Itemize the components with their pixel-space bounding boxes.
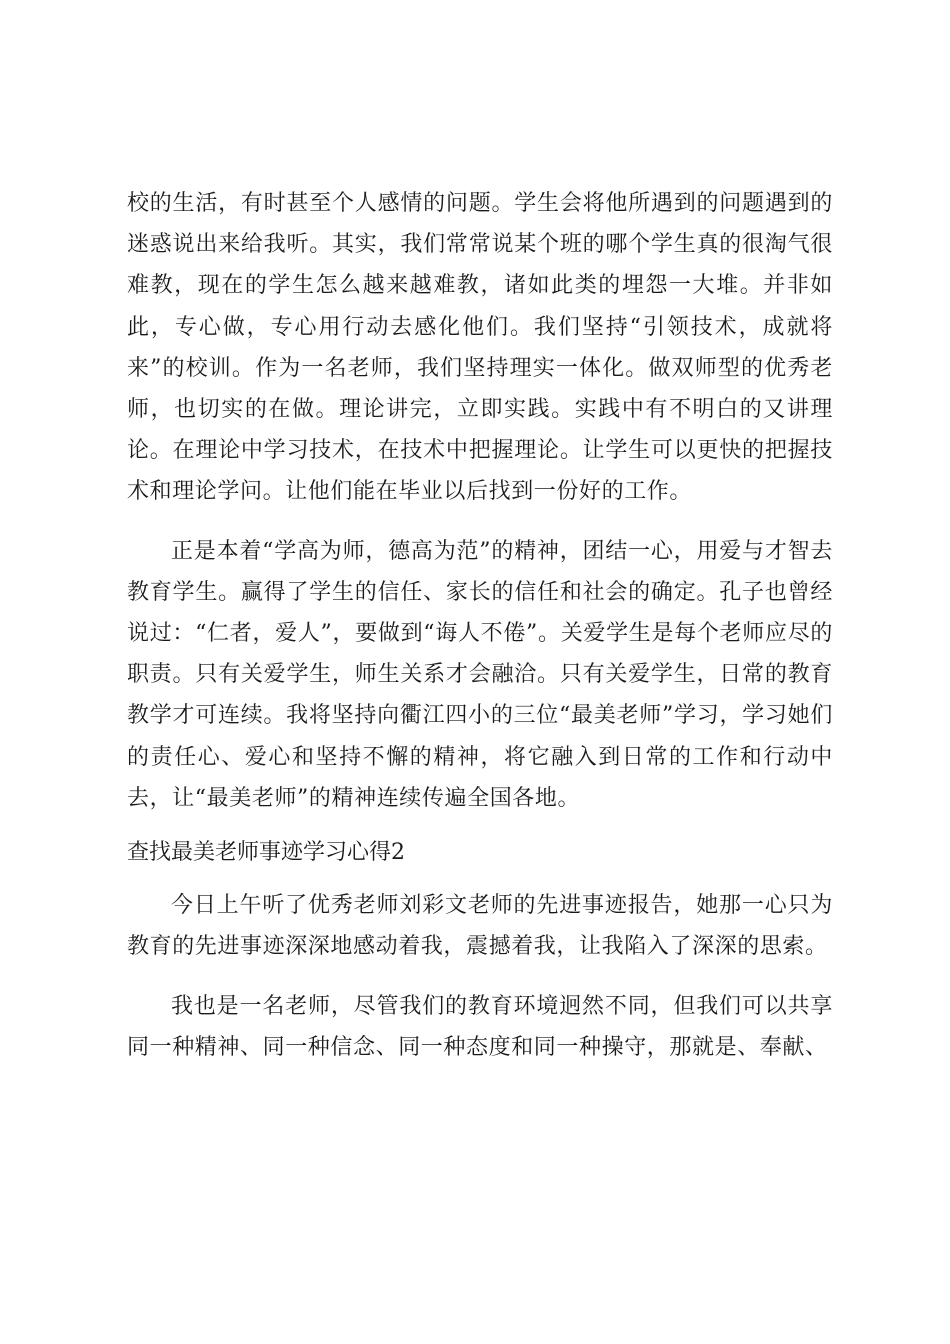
document-body <box>127 183 833 1068</box>
paragraph-continuation: 校的生活，有时甚至个人感情的问题。学生会将他所遇到的问题遇到的迷惑说出来给我听。其实，我们常常说某个班的哪个学生真的很淘气很难教，现在的学生怎么越来越难教，诸如此类的埋怨一大堆。并非如此，专心做，专心用行动去感化他们。我们坚持“引领技术，成就将来”的校训。作为一名老师，我们坚持理实一体化。做双师型的优秀老师，也切实的在做。理论讲完，立即实践。实践中有不明白的又讲理论。在理论中学习技术，在技术中把握理论。让学生可以更快的把握技术和理论学问。让他们能在毕业以后找到一份好的工作。 <box>127 191 833 505</box>
paragraph-report: 今日上午听了优秀老师刘彩文老师的先进事迹报告，她那一心只为教育的先进事迹深深地感动着我，震撼着我，让我陷入了深深的思索。 <box>127 893 833 960</box>
paragraph-spirit: 正是本着“学高为师，德高为范”的精神，团结一心，用爱与才智去教育学生。赢得了学生的信任、家长的信任和社会的确定。孔子也曾经说过：“仁者，爱人”，要做到“诲人不倦”。关爱学生是每个老师应尽的职责。只有关爱学生，师生关系才会融洽。只有关爱学生，日常的教育教学才可连续。我将坚持向衢江四小的三位“最美老师”学习，学习她们的责任心、爱心和坚持不懈的精神，将它融入到日常的工作和行动中去，让“最美老师”的精神连续传遍全国各地。 <box>127 538 833 811</box>
section-heading: 查找最美老师事迹学习心得2 <box>127 840 405 866</box>
paragraph-teacher: 我也是一名老师，尽管我们的教育环境迥然不同，但我们可以共享同一种精神、同一种信念、同一种态度和同一种操守，那就是、奉献、 <box>127 993 833 1060</box>
